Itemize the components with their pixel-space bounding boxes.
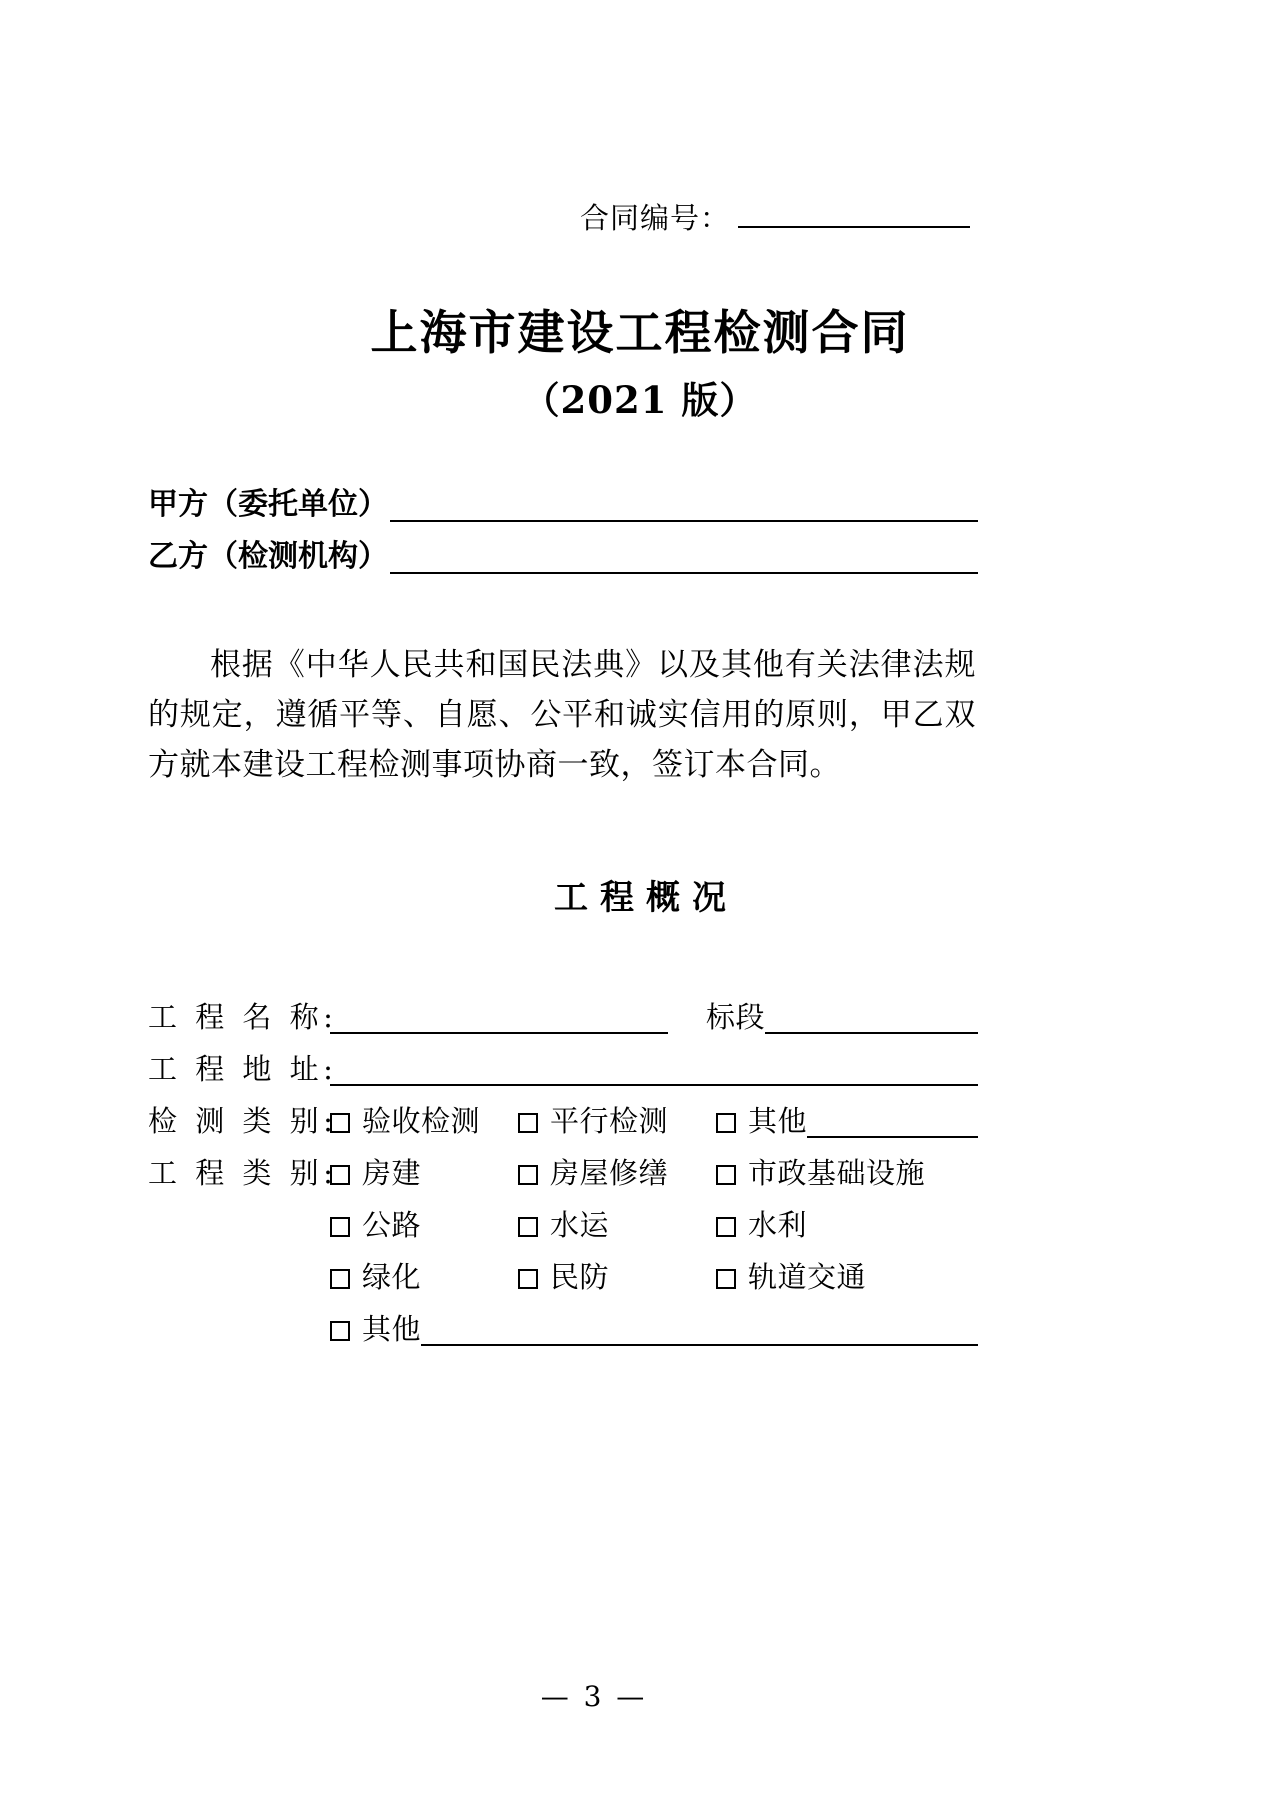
checkbox-icon[interactable] bbox=[518, 1217, 538, 1237]
checkbox-label: 绿化 bbox=[362, 1260, 422, 1295]
checkbox-label: 平行检测 bbox=[550, 1104, 669, 1139]
checkbox-icon[interactable] bbox=[330, 1321, 350, 1341]
test-category-row bbox=[148, 1086, 978, 1138]
checkbox-option-acceptance-test[interactable] bbox=[330, 1106, 518, 1138]
preamble-paragraph: 根据《中华人民共和国民法典》以及其他有关法律法规的规定，遵循平等、自愿、公平和诚实信用的原则，甲乙双方就本建设工程检测事项协商一致，签订本合同。 bbox=[148, 647, 976, 783]
project-category-row-2 bbox=[148, 1190, 978, 1242]
project-category-row-1 bbox=[148, 1138, 978, 1190]
project-category-other-field[interactable] bbox=[421, 1316, 978, 1346]
section-heading-project-overview: 工程概况 bbox=[554, 878, 738, 918]
checkbox-option-rail-transit[interactable] bbox=[716, 1262, 866, 1294]
checkbox-icon[interactable] bbox=[716, 1269, 736, 1289]
checkbox-label: 房屋修缮 bbox=[550, 1156, 669, 1191]
checkbox-option-civil-defense[interactable] bbox=[518, 1262, 716, 1294]
checkbox-icon[interactable] bbox=[518, 1269, 538, 1289]
checkbox-icon[interactable] bbox=[716, 1113, 736, 1133]
checkbox-label: 水运 bbox=[550, 1208, 610, 1243]
checkbox-option-test-category-other[interactable] bbox=[716, 1106, 978, 1138]
checkbox-icon[interactable] bbox=[716, 1217, 736, 1237]
checkbox-option-housing-construction[interactable] bbox=[330, 1158, 518, 1190]
contract-number-label: 合同编号： bbox=[580, 201, 731, 235]
project-category-row-4 bbox=[148, 1294, 978, 1346]
checkbox-icon[interactable] bbox=[330, 1113, 350, 1133]
checkbox-option-waterway[interactable] bbox=[518, 1210, 716, 1242]
project-address-field[interactable] bbox=[330, 1056, 978, 1086]
checkbox-label: 轨道交通 bbox=[748, 1260, 867, 1295]
project-address-row bbox=[148, 1034, 978, 1086]
party-b-field[interactable] bbox=[390, 542, 978, 574]
checkbox-option-greening[interactable] bbox=[330, 1262, 518, 1294]
project-category-row-3 bbox=[148, 1242, 978, 1294]
page-subtitle: （2021 版） bbox=[522, 378, 758, 422]
party-b-row bbox=[148, 540, 978, 574]
checkbox-icon[interactable] bbox=[518, 1113, 538, 1133]
lot-label: 标段 bbox=[706, 1000, 766, 1035]
project-address-label: 工 程 地 址: bbox=[148, 1052, 338, 1087]
checkbox-label: 市政基础设施 bbox=[748, 1156, 926, 1191]
project-category-label: 工 程 类 别: bbox=[148, 1156, 338, 1191]
party-b-label: 乙方（检测机构） bbox=[148, 539, 388, 574]
checkbox-label: 水利 bbox=[748, 1208, 808, 1243]
checkbox-icon[interactable] bbox=[330, 1269, 350, 1289]
checkbox-icon[interactable] bbox=[330, 1165, 350, 1185]
checkbox-option-municipal-infrastructure[interactable] bbox=[716, 1158, 925, 1190]
checkbox-label: 验收检测 bbox=[362, 1104, 481, 1139]
page-title: 上海市建设工程检测合同 bbox=[370, 306, 910, 361]
checkbox-label: 公路 bbox=[362, 1208, 422, 1243]
checkbox-option-water-conservancy[interactable] bbox=[716, 1210, 807, 1242]
checkbox-label: 其他 bbox=[362, 1312, 422, 1347]
checkbox-option-highway[interactable] bbox=[330, 1210, 518, 1242]
test-category-label: 检 测 类 别: bbox=[148, 1104, 338, 1139]
lot-field[interactable] bbox=[765, 1004, 978, 1034]
project-name-label: 工 程 名 称: bbox=[148, 1000, 338, 1035]
project-name-row bbox=[148, 982, 978, 1034]
test-category-other-field[interactable] bbox=[807, 1108, 978, 1138]
checkbox-option-project-category-other[interactable] bbox=[330, 1314, 978, 1346]
checkbox-label: 民防 bbox=[550, 1260, 610, 1295]
contract-number-row bbox=[140, 196, 1140, 237]
checkbox-option-parallel-test[interactable] bbox=[518, 1106, 716, 1138]
party-a-label: 甲方（委托单位） bbox=[148, 487, 388, 522]
page-number: — 3 — bbox=[540, 1680, 648, 1713]
checkbox-icon[interactable] bbox=[518, 1165, 538, 1185]
checkbox-label: 其他 bbox=[748, 1104, 808, 1139]
party-a-row bbox=[148, 488, 978, 522]
checkbox-icon[interactable] bbox=[716, 1165, 736, 1185]
project-name-field[interactable] bbox=[330, 1004, 668, 1034]
checkbox-label: 房建 bbox=[362, 1156, 422, 1191]
contract-number-field[interactable] bbox=[738, 204, 970, 228]
party-a-field[interactable] bbox=[390, 490, 978, 522]
checkbox-option-housing-repair[interactable] bbox=[518, 1158, 716, 1190]
checkbox-icon[interactable] bbox=[330, 1217, 350, 1237]
project-overview-form bbox=[148, 982, 978, 1346]
